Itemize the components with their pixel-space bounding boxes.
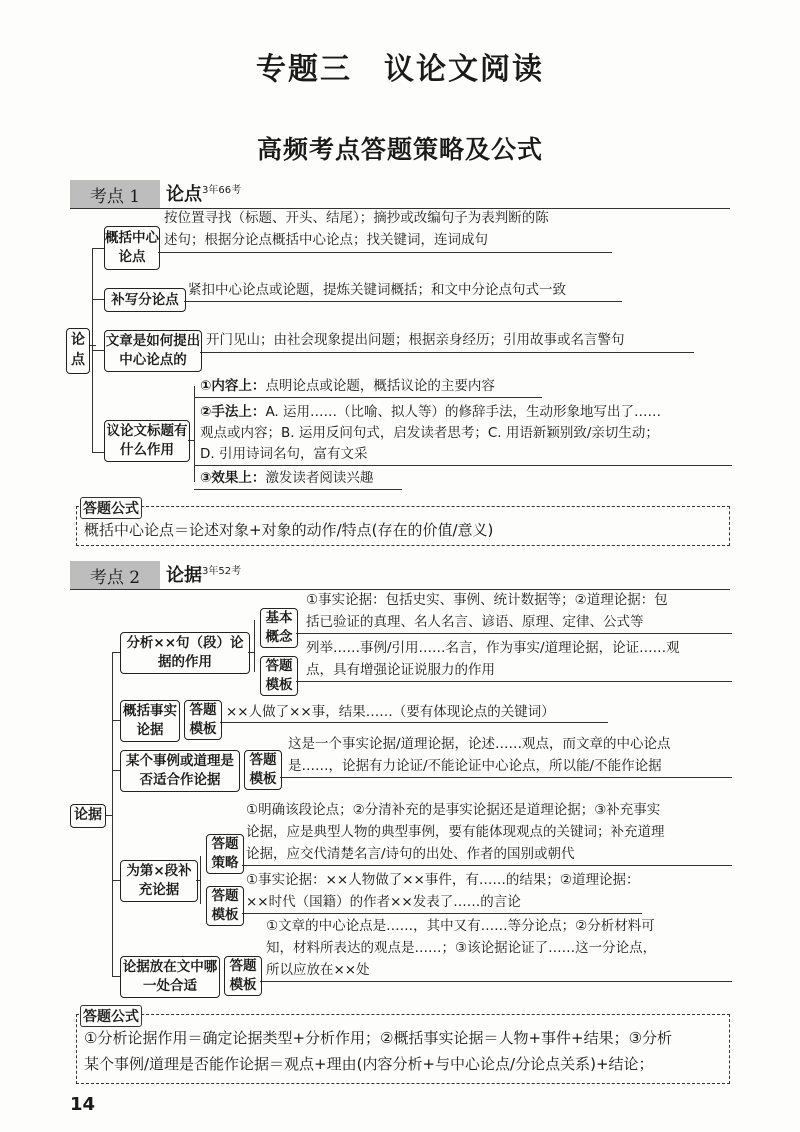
- node-summarize-central-argument: 概括中心论点: [104, 226, 160, 270]
- c4-sub-trunk: [200, 856, 201, 904]
- b2-text: 紧扣中心论点或论题，提炼关键词概括；和文中分论点句式一致: [188, 282, 566, 298]
- node-summarize-fact-evidence: 概括事实论据: [120, 700, 180, 742]
- c1-sub-stub: [248, 652, 254, 653]
- sub-node-answer-template-5: 答题模板: [224, 956, 262, 996]
- c1-concept-line-2: 括已验证的真理、名人名言、谚语、原理、定律、公式等: [306, 614, 644, 630]
- formula-text-2-line-1: ①分析论据作用＝确定论据类型+分析作用；②概括事实论据＝人物+事件+结果；③分析: [84, 1029, 673, 1047]
- page-title: 专题三 议论文阅读: [256, 52, 544, 87]
- kaodian-2-title: 论据$^{3年52考}$: [166, 565, 242, 586]
- c3-line-1: 这是一个事实论据/道理论据，论述……观点，而文章的中心论点: [288, 736, 671, 752]
- b1-text-line-2: 述句；根据分论点概括中心论点；找关键词，连词成句: [164, 232, 488, 248]
- node-analyze-evidence-function: 分析××句（段）论据的作用: [120, 632, 250, 674]
- kaodian-1-title: 论点$^{3年66考}$: [166, 184, 242, 205]
- tree-branch-2e: [112, 976, 120, 977]
- tree-trunk-2: [112, 652, 113, 976]
- b2-underline: [184, 301, 622, 302]
- node-evidence-placement: 论据放在文中哪一处合适: [120, 956, 220, 998]
- c4-sub-stub: [196, 880, 200, 881]
- node-suitable-as-evidence: 某个事例或道理是否适合作论据: [120, 750, 240, 792]
- node-how-central-argument-raised: 文章是如何提出中心论点的: [104, 330, 202, 372]
- tree-branch-1a: [92, 248, 104, 249]
- c4-strategy-line-2: 论据，应是典型人物的典型事例，要有能体现观点的关键词；补充道理: [246, 824, 665, 840]
- b3-text: 开门见山；由社会现象提出问题；根据亲身经历；引用故事或名言警句: [206, 332, 625, 348]
- sub-node-answer-template-3: 答题模板: [244, 750, 282, 790]
- tree-branch-1b: [92, 299, 104, 300]
- b4-sub-trunk: [194, 386, 195, 482]
- sub-node-answer-strategy: 答题策略: [206, 834, 244, 874]
- c3-underline: [280, 777, 732, 778]
- c1-template-line-1: 列举……事例/引用……名言，作为事实/道理论据，论证……观: [306, 640, 680, 656]
- sub-node-answer-template-4: 答题模板: [206, 886, 244, 926]
- b4-sub-stub: [188, 440, 194, 441]
- node-title-function: 议论文标题有什么作用: [104, 420, 190, 462]
- b1-underline: [158, 252, 612, 253]
- root-node-lunju: 论据: [70, 804, 106, 828]
- section-subtitle: 高频考点答题策略及公式: [256, 135, 543, 164]
- b4-item-3-underline: [194, 489, 402, 490]
- formula-text-1: 概括中心论点＝论述对象+对象的动作/特点(存在的价值/意义): [84, 521, 494, 539]
- c4-strategy-underline: [242, 865, 732, 866]
- c4-template-line-1: ①事实论据：××人物做了××事件，有……的结果；②道理论据：: [246, 872, 640, 888]
- b4-item-1: ①内容上：点明论点或论题，概括议论的主要内容: [200, 378, 495, 394]
- tree-branch-2c: [112, 770, 120, 771]
- b1-text-line-1: 按位置寻找（标题、开头、结尾）；摘抄或改编句子为表判断的陈: [164, 210, 549, 226]
- b4-item-2-cont-2: D. 引用诗词名句，富有文采: [200, 446, 368, 462]
- kaodian-2-label: 考点 2: [70, 561, 160, 589]
- formula-text-2-line-2: 某个事例/道理是否能作论据＝观点+理由(内容分析+与中心论点/分论点关系)+结论；: [84, 1055, 654, 1073]
- page-number: 14: [70, 1094, 96, 1115]
- formula-label-1: 答题公式: [80, 497, 142, 519]
- sub-node-answer-template-1: 答题模板: [260, 656, 298, 696]
- c1-template-underline: [296, 681, 732, 682]
- kaodian-1-label: 考点 1: [70, 180, 160, 208]
- b3-underline: [200, 352, 694, 353]
- sub-node-answer-template-2: 答题模板: [184, 700, 222, 740]
- b4-item-2-cont-1: 观点或内容；B. 运用反问句式，启发读者思考；C. 用语新颖别致/亲切生动；: [200, 425, 659, 441]
- b4-item-2: ②手法上：A. 运用……（比喻、拟人等）的修辞手法，生动形象地写出了……: [200, 404, 662, 420]
- tree-branch-2a: [112, 652, 120, 653]
- c2-text: ××人做了××事，结果……（要有体现论点的关键词）: [226, 704, 555, 720]
- c3-line-2: 是……，论据有力论证/不能论证中心论点，所以能/不能作论据: [288, 758, 662, 774]
- b4-item-1-underline: [194, 397, 542, 398]
- root-node-lundian: 论点: [66, 328, 90, 374]
- c5-line-3: 所以应放在××处: [266, 962, 370, 978]
- tree-branch-2d: [112, 880, 120, 881]
- node-supplement-sub-argument: 补写分论点: [104, 288, 186, 312]
- c4-strategy-line-1: ①明确该段论点；②分清补充的是事实论据还是道理论据；③补充事实: [246, 802, 661, 818]
- b4-item-2-underline: [194, 465, 732, 466]
- tree-branch-1d: [92, 452, 104, 453]
- tree-branch-1c: [92, 350, 104, 351]
- c4-strategy-line-3: 论据，应交代清楚名言/诗句的出处、作者的国别或朝代: [246, 846, 575, 862]
- tree-branch-2b: [112, 720, 120, 721]
- c1-concept-underline: [296, 633, 732, 634]
- b4-item-3: ③效果上：激发读者阅读兴趣: [200, 470, 374, 486]
- c5-line-2: 知，材料所表达的观点是……；③该论据论证了……这一分论点，: [266, 940, 657, 956]
- c1-sub-trunk: [254, 620, 255, 672]
- c5-underline: [260, 981, 732, 982]
- c1-template-line-2: 点，具有增强论证说服力的作用: [306, 662, 495, 678]
- c4-template-underline: [242, 913, 642, 914]
- c4-template-line-2: ××时代（国籍）的作者××发表了……的言论: [246, 894, 521, 910]
- c2-underline: [220, 722, 608, 723]
- sub-node-basic-concept: 基本概念: [260, 608, 298, 648]
- c1-concept-line-1: ①事实论据：包括史实、事例、统计数据等；②道理论据：包: [306, 592, 668, 608]
- node-supplement-evidence: 为第×段补充论据: [120, 860, 198, 902]
- c5-line-1: ①文章的中心论点是……，其中又有……等分论点；②分析材料可: [266, 918, 655, 934]
- formula-label-2: 答题公式: [80, 1005, 142, 1027]
